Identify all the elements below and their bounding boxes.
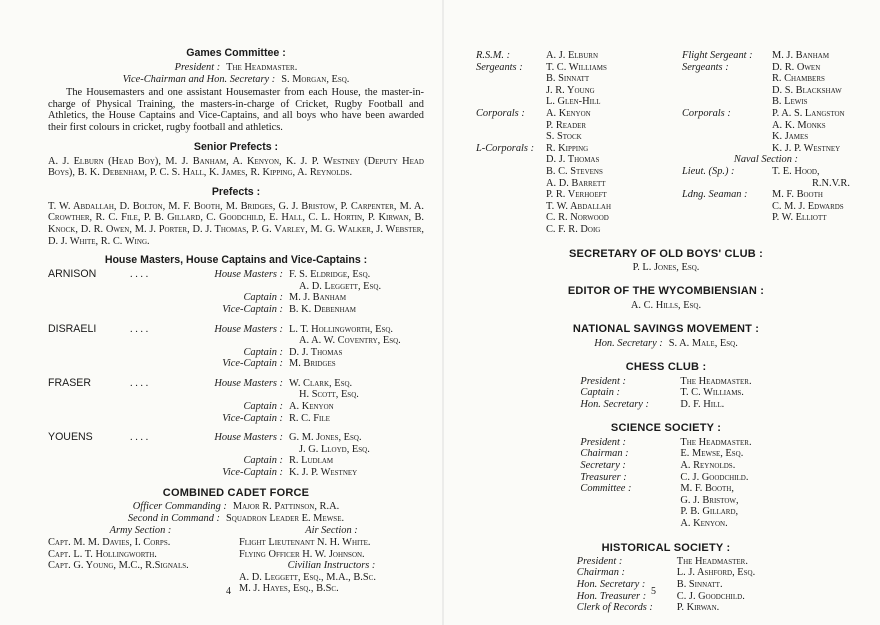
- spacer: [476, 189, 546, 201]
- spacer: [682, 96, 772, 108]
- house-master: W. Clark, Esq.: [289, 377, 353, 389]
- games-paragraph: The Housemasters and one assistant Housemaster from each House, the master-in-charge of Physical Training, the masters-in-charge of Cricket, Rugby Football and Athletics, the House Captains and Vice-Captains, and all boys who have been awarded their first colours in cricket, rugby football and athletics.: [48, 87, 424, 134]
- spacer: [476, 131, 546, 143]
- house-vice-captain: B. K. Debenham: [289, 303, 356, 315]
- house-captain: A. Kenyon: [289, 401, 334, 413]
- spacer: [190, 389, 283, 401]
- science-role-name: A. Reynolds.: [680, 459, 736, 471]
- spacer: [682, 85, 772, 97]
- chess-title: CHESS CLUB :: [625, 361, 707, 374]
- naval-rank-name: T. E. Hood,: [772, 165, 820, 177]
- air-section: [239, 525, 424, 595]
- house-master: H. Scott, Esq.: [299, 389, 359, 401]
- army-rank-name: D. J. Thomas: [546, 154, 600, 166]
- army-rank-name: T. W. Abdallah: [546, 200, 612, 212]
- naval-rank-name: R.N.V.R.: [812, 177, 850, 189]
- captain-label: Captain :: [243, 401, 283, 413]
- spacer: [476, 201, 546, 213]
- army-rank-name: A. Kenyon: [546, 107, 591, 119]
- games-committee-title: Games Committee :: [186, 47, 286, 59]
- army-rank-label: R.S.M. :: [476, 50, 511, 61]
- science-role-name: C. J. Goodchild.: [680, 471, 749, 483]
- house-role-labels: [190, 432, 289, 478]
- air-rank-name: R. Chambers: [772, 73, 825, 85]
- air-rank-name: D. R. Owen: [772, 61, 821, 73]
- cadet-ranks: [476, 50, 856, 236]
- spacer: [476, 178, 546, 190]
- army-rank-name: A. D. Barrett: [546, 177, 606, 189]
- house-leader-dots: . . . .: [130, 269, 149, 281]
- historical-role-name: The Headmaster.: [676, 555, 748, 567]
- house-masters-label: House Masters :: [214, 377, 283, 389]
- house-role-names: [289, 324, 424, 370]
- house-masters-label: House Masters :: [214, 432, 283, 444]
- army-rank-name: S. Stock: [546, 131, 582, 143]
- house-master: L. T. Hollingworth, Esq.: [289, 323, 394, 335]
- house-name: YOUENS: [48, 431, 93, 444]
- chess-role-label: Hon. Secretary :: [580, 398, 649, 410]
- army-ranks: [476, 50, 682, 236]
- house-master: G. M. Jones, Esq.: [289, 432, 362, 444]
- air-rank-labels: [682, 50, 772, 154]
- spacer: [682, 143, 772, 155]
- spacer: [682, 73, 772, 85]
- army-section-title: Army Section :: [109, 525, 172, 537]
- spacer: [476, 96, 546, 108]
- vice-captain-label: Vice-Captain :: [222, 412, 283, 424]
- house-name: DISRAELI: [48, 322, 97, 335]
- army-officer: Capt. L. T. Hollingworth.: [48, 548, 157, 560]
- games-vice: S. Morgan, Esq.: [281, 73, 350, 85]
- air-rank-label: Flight Sergeant :: [682, 50, 753, 61]
- house-vice-captain: M. Bridges: [289, 358, 336, 370]
- spacer: [682, 201, 772, 213]
- vice-captain-label: Vice-Captain :: [222, 358, 283, 370]
- spacer: [476, 120, 546, 132]
- spacer: [682, 178, 772, 190]
- naval-rank-label: Ldng. Seaman :: [682, 189, 748, 201]
- science-role-name: P. B. Gillard,: [680, 506, 739, 518]
- civilian-instructor: M. J. Hayes, Esq., B.Sc.: [239, 583, 339, 595]
- historical-role-label: Hon. Treasurer :: [576, 590, 647, 602]
- air-rank-name: K. James: [772, 131, 809, 143]
- army-rank-name: C. R. Norwood: [546, 212, 609, 224]
- historical-title: HISTORICAL SOCIETY :: [601, 541, 731, 554]
- science-role-name: A. Kenyon.: [680, 517, 728, 529]
- vice-captain-label: Vice-Captain :: [222, 467, 283, 479]
- house-leader-dots: . . . .: [130, 377, 149, 389]
- house-role-labels: [190, 269, 289, 315]
- savings-secretary-label: Hon. Secretary :: [594, 337, 663, 349]
- air-rank-label: Sergeants :: [682, 61, 729, 73]
- editor-name: A. C. Hills, Esq.: [630, 299, 702, 311]
- vice-captain-label: Vice-Captain :: [222, 303, 283, 315]
- savings-title: NATIONAL SAVINGS MOVEMENT :: [572, 323, 760, 336]
- army-rank-label: Corporals :: [476, 107, 525, 119]
- naval-rank-label: Lieut. (Sp.) :: [682, 165, 735, 177]
- spacer: [190, 335, 283, 347]
- army-rank-name: A. J. Elburn: [546, 50, 599, 61]
- army-rank-name: P. R. Verhoeft: [546, 189, 607, 201]
- army-officer: Capt. G. Young, M.C., R.Signals.: [48, 560, 189, 572]
- spacer: [476, 166, 546, 178]
- science-role-label: Secretary :: [580, 459, 626, 471]
- old-boys-secretary: P. L. Jones, Esq.: [632, 261, 700, 273]
- spacer: [682, 131, 772, 143]
- army-rank-name: B. C. Stevens: [546, 165, 603, 177]
- air-rank-name: M. J. Banham: [772, 50, 830, 61]
- ccf-second-label: Second in Command :: [127, 512, 220, 524]
- spacer: [476, 73, 546, 85]
- spacer: [476, 224, 546, 236]
- army-rank-label: Sergeants :: [476, 61, 523, 73]
- air-rank-name: A. K. Monks: [772, 119, 826, 131]
- games-president-label: President :: [174, 61, 221, 73]
- captain-label: Captain :: [243, 346, 283, 358]
- science-role-label: Treasurer :: [580, 471, 627, 483]
- army-section: [48, 525, 233, 595]
- science-role-label: [580, 518, 676, 530]
- savings-secretary: S. A. Male, Esq.: [668, 337, 738, 349]
- chess-role-name: The Headmaster.: [680, 375, 752, 387]
- air-officer: Flight Lieutenant N. H. White.: [239, 536, 371, 548]
- air-rank-name: B. Lewis: [772, 96, 808, 108]
- army-rank-name: L. Glen-Hill: [546, 96, 601, 108]
- army-rank-name: C. F. R. Doig: [546, 223, 601, 235]
- army-rank-labels: [476, 50, 546, 236]
- army-rank-name: P. Reader: [546, 119, 587, 131]
- captain-label: Captain :: [243, 292, 283, 304]
- page-gutter: [442, 0, 444, 625]
- house-role-labels: [190, 324, 289, 370]
- spacer: [476, 154, 546, 166]
- house-master: F. S. Eldridge, Esq.: [289, 269, 371, 281]
- houses-list: [48, 269, 424, 479]
- house-captain: R. Ludlam: [289, 455, 334, 467]
- old-boys-title: SECRETARY OF OLD BOYS' CLUB :: [569, 247, 763, 260]
- house-leader-dots: . . . .: [130, 432, 149, 444]
- house-master: J. G. Lloyd, Esq.: [299, 443, 370, 455]
- science-role-label: [580, 495, 676, 507]
- house-master: A. A. W. Coventry, Esq.: [299, 335, 401, 347]
- spacer: [682, 212, 772, 224]
- chess-officers: [476, 376, 856, 411]
- house-row: [48, 432, 424, 478]
- captain-label: Captain :: [243, 455, 283, 467]
- spacer: [476, 85, 546, 97]
- house-role-labels: [190, 378, 289, 424]
- house-row: [48, 269, 424, 315]
- air-naval-ranks: [682, 50, 850, 236]
- house-name: ARNISON: [48, 268, 97, 281]
- games-president-line: [48, 62, 424, 74]
- army-rank-name: R. Kipping: [546, 142, 589, 154]
- games-vice-label: Vice-Chairman and Hon. Secretary :: [122, 73, 276, 85]
- army-rank-name: J. R. Young: [546, 84, 595, 96]
- prefects-title: Prefects :: [211, 185, 261, 198]
- naval-rank-name: C. M. J. Edwards: [772, 200, 844, 212]
- naval-rank-labels: [682, 166, 772, 224]
- house-master: A. D. Leggett, Esq.: [299, 280, 382, 292]
- historical-role-label: President :: [576, 555, 623, 567]
- spacer: [190, 281, 283, 293]
- ccf-second-line: [48, 513, 424, 525]
- science-role-name: E. Mewse, Esq.: [680, 448, 744, 460]
- air-rank-names: [772, 50, 845, 154]
- house-vice-captain: K. J. P. Westney: [289, 467, 358, 479]
- house-captain: D. J. Thomas: [289, 346, 343, 358]
- historical-role-label: Chairman :: [576, 567, 625, 579]
- house-masters-label: House Masters :: [214, 323, 283, 335]
- spacer: [190, 444, 283, 456]
- historical-role-label: Clerk of Records :: [576, 602, 653, 614]
- science-officers: [476, 437, 856, 530]
- science-role-label: [580, 506, 676, 518]
- science-role-name: G. J. Bristow,: [680, 494, 739, 506]
- spacer: [476, 212, 546, 224]
- editor-title: EDITOR OF THE WYCOMBIENSIAN :: [567, 285, 765, 298]
- army-rank-label: L-Corporals :: [476, 142, 535, 154]
- games-president: The Headmaster.: [226, 61, 298, 73]
- historical-role-name: P. Kirwan.: [676, 602, 720, 614]
- historical-officers: [476, 556, 856, 614]
- air-officer: Flying Officer H. W. Johnson.: [239, 548, 365, 560]
- air-rank-name: K. J. P. Westney: [772, 142, 841, 154]
- house-row: [48, 324, 424, 370]
- house-masters-label: House Masters :: [214, 269, 283, 281]
- savings-secretary-line: [476, 338, 856, 350]
- science-title: SCIENCE SOCIETY :: [610, 422, 722, 435]
- houses-title: House Masters, House Captains and Vice-Captains :: [104, 254, 368, 267]
- chess-role-name: T. C. Williams.: [680, 387, 744, 399]
- chess-role-label: President :: [580, 375, 626, 387]
- air-rank-label: Corporals :: [682, 107, 731, 119]
- page-number-left: 4: [226, 585, 231, 597]
- senior-prefects-list: A. J. Elburn (Head Boy), M. J. Banham, A. Kenyon, K. J. P. Westney (Deputy Head Boys), B. K. Debenham, P. C. S. Hall, K. James, R. Kipping, A. Reynolds.: [48, 155, 424, 179]
- historical-role-name: B. Sinnatt.: [676, 579, 723, 591]
- army-rank-name: B. Sinnatt: [546, 73, 590, 85]
- historical-role-name: L. J. Ashford, Esq.: [676, 567, 756, 579]
- army-rank-names: [546, 50, 611, 236]
- house-role-names: [289, 269, 424, 315]
- spacer: [682, 120, 772, 132]
- page-number-right: 5: [651, 585, 656, 597]
- right-page: [448, 0, 880, 625]
- house-name: FRASER: [48, 376, 91, 389]
- house-role-names: [289, 432, 424, 478]
- science-role-label: Committee :: [580, 483, 632, 495]
- ccf-officer: Major R. Pattinson, R.A.: [232, 500, 340, 512]
- science-role-name: The Headmaster.: [680, 436, 752, 448]
- historical-role-label: Hon. Secretary :: [576, 579, 646, 591]
- naval-rank-name: P. W. Elliott: [772, 212, 827, 224]
- naval-rank-names: [772, 166, 850, 224]
- naval-section-title: Naval Section :: [733, 154, 798, 166]
- ccf-title: COMBINED CADET FORCE: [162, 486, 310, 499]
- army-officer: Capt. M. M. Davies, I. Corps.: [48, 536, 171, 548]
- house-captain: M. J. Banham: [289, 292, 347, 304]
- civilian-instructor: A. D. Leggett, Esq., M.A., B.Sc.: [239, 571, 376, 583]
- chess-role-label: Captain :: [580, 387, 620, 399]
- ccf-second: Squadron Leader E. Mewse.: [225, 512, 345, 524]
- science-role-name: M. F. Booth,: [680, 483, 734, 495]
- house-row: [48, 378, 424, 424]
- science-role-label: President :: [580, 436, 626, 448]
- science-role-label: Chairman :: [580, 448, 629, 460]
- air-rank-name: D. S. Blackshaw: [772, 84, 842, 96]
- prefects-list: T. W. Abdallah, D. Bolton, M. F. Booth, M. Bridges, G. J. Bristow, P. Carpenter, M. A. Crowther, R. C. File, P. B. Gillard, C. Goodchild, E. Hall, C. L. Hortin, P. Kirwan, B. Knock, D. R. Owen, M. J. Porter, D. J. Thomas, P. G. Varley, M. G. Walker, J. Webster, D. J. White, R. C. Wing.: [48, 200, 424, 247]
- civilian-instructors-title: Civilian Instructors :: [287, 560, 376, 572]
- chess-role-name: D. F. Hill.: [680, 398, 725, 410]
- house-leader-dots: . . . .: [130, 323, 149, 335]
- ccf-officer-label: Officer Commanding :: [132, 500, 227, 512]
- ccf-sections: [48, 525, 424, 595]
- ccf-officer-line: [48, 501, 424, 513]
- historical-role-name: C. J. Goodchild.: [676, 590, 745, 602]
- house-vice-captain: R. C. File: [289, 412, 330, 424]
- naval-rank-name: M. F. Booth: [772, 189, 823, 201]
- air-rank-name: P. A. S. Langston: [772, 107, 845, 119]
- games-vice-line: [48, 74, 424, 86]
- army-rank-name: T. C. Williams: [546, 61, 607, 73]
- air-section-title: Air Section :: [305, 525, 358, 537]
- senior-prefects-title: Senior Prefects :: [193, 140, 279, 153]
- house-role-names: [289, 378, 424, 424]
